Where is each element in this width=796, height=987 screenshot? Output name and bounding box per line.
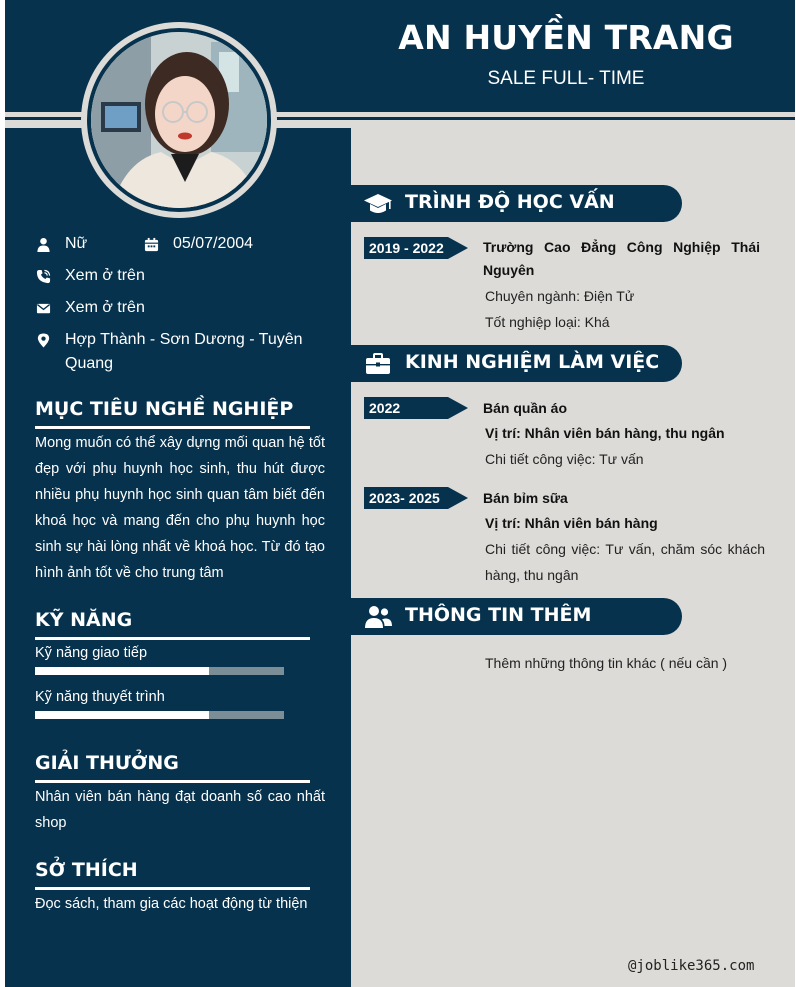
more-info-section-header [351, 598, 682, 635]
email-row [35, 296, 145, 320]
skill-bar-fill [35, 667, 209, 675]
candidate-name: AN HUYỀN TRANG [398, 18, 734, 57]
location-pin-icon [35, 328, 51, 352]
awards-heading: GIẢI THƯỞNG [35, 752, 179, 774]
user-icon [35, 232, 51, 256]
hobbies-heading: SỞ THÍCH [35, 859, 138, 881]
gender-row [35, 232, 87, 256]
experience-period: 2022 [369, 400, 401, 416]
email-value: Xem ở trên [65, 299, 145, 316]
skill-label: Kỹ năng giao tiếp [35, 645, 148, 661]
skill-bar [35, 667, 284, 675]
objective-text: Mong muốn có thể xây dựng mối quan hệ tốt đẹp với phụ huynh học sinh, thu hút được nhiều phụ huynh học sinh quan tâm biết đến khoá học và mang đến cho phụ huynh học sinh sự hài lòng nhất về khoá học. Từ đó tạo hình ảnh tốt về cho trung tâm [35, 435, 325, 581]
experience-details: Chi tiết công việc: Tư vấn, chăm sóc khách hàng, thu ngân [485, 541, 765, 583]
cv-page [5, 0, 795, 987]
more-info-heading: THÔNG TIN THÊM [405, 604, 592, 626]
phone-icon [35, 264, 51, 288]
birthdate-value: 05/07/2004 [173, 235, 254, 252]
phone-value: Xem ở trên [65, 267, 145, 284]
gender-value: Nữ [65, 235, 88, 252]
awards-rule [35, 780, 310, 783]
candidate-job-title: SALE FULL- TIME [487, 68, 645, 89]
avatar [91, 32, 267, 208]
users-icon [363, 602, 393, 632]
experience-date-tag [364, 487, 468, 509]
experience-period: 2023- 2025 [369, 490, 440, 506]
skills-heading: KỸ NĂNG [35, 609, 133, 631]
address-value: Hợp Thành - Sơn Dương - Tuyên Quang [65, 331, 303, 372]
objective-heading: MỤC TIÊU NGHỀ NGHIỆP [35, 398, 294, 420]
address-row [35, 328, 305, 376]
birthdate-row [143, 232, 253, 256]
education-major: Chuyên ngành: Điện Tử [485, 288, 635, 304]
experience-details: Chi tiết công việc: Tư vấn [485, 451, 644, 467]
experience-heading: KINH NGHIỆM LÀM VIỆC [405, 351, 660, 373]
skill-label: Kỹ năng thuyết trình [35, 689, 165, 705]
experience-position: Vị trí: Nhân viên bán hàng, thu ngân [485, 425, 725, 441]
education-period: 2019 - 2022 [369, 240, 444, 256]
education-grade: Tốt nghiệp loại: Khá [485, 314, 610, 330]
experience-section-header [351, 345, 682, 382]
experience-company: Bán bỉm sữa [483, 490, 568, 506]
watermark: @joblike365.com [628, 958, 755, 974]
education-section-header [351, 185, 682, 222]
briefcase-icon [363, 349, 393, 379]
email-icon [35, 296, 51, 320]
education-date-tag [364, 237, 468, 259]
awards-text: Nhân viên bán hàng đạt doanh số cao nhất shop [35, 789, 325, 831]
skills-rule [35, 637, 310, 640]
education-heading: TRÌNH ĐỘ HỌC VẤN [405, 191, 615, 213]
experience-company: Bán quần áo [483, 400, 568, 416]
hobbies-rule [35, 887, 310, 890]
objective-rule [35, 426, 310, 429]
skill-bar [35, 711, 284, 719]
experience-position: Vị trí: Nhân viên bán hàng [485, 515, 658, 531]
education-school: Trường Cao Đẳng Công Nghiệp Thái Nguyên [483, 239, 760, 278]
skill-bar-fill [35, 711, 209, 719]
phone-row [35, 264, 145, 288]
calendar-icon [143, 232, 159, 256]
more-info-text: Thêm những thông tin khác ( nếu cần ) [485, 655, 728, 671]
graduation-cap-icon [363, 189, 393, 219]
hobbies-text: Đọc sách, tham gia các hoạt động từ thiện [35, 896, 308, 912]
experience-date-tag [364, 397, 468, 419]
